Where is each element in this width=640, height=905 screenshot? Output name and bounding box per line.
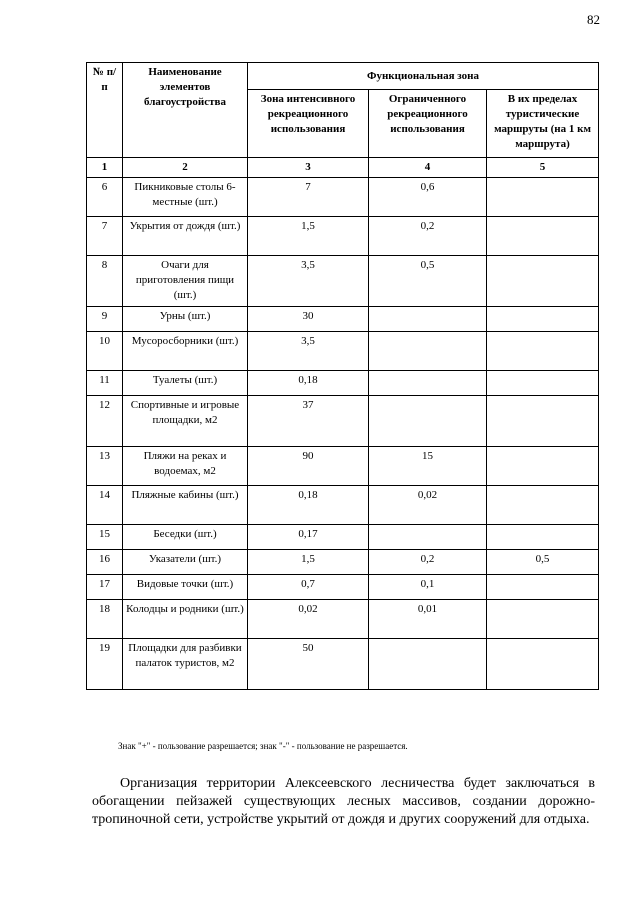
cell-zone-limited (369, 370, 487, 395)
cell-zone-intensive: 50 (248, 638, 369, 689)
cell-zone-limited (369, 306, 487, 331)
cell-tourist-routes (487, 524, 599, 549)
table-row (87, 216, 599, 255)
body-paragraph (92, 775, 595, 830)
cell-zone-limited: 0,02 (369, 485, 487, 524)
cell-tourist-routes: 0,5 (487, 549, 599, 574)
cell-tourist-routes (487, 255, 599, 306)
table-row (87, 395, 599, 446)
table-row (87, 331, 599, 370)
cell-zone-intensive: 0,7 (248, 574, 369, 599)
table-row (87, 638, 599, 689)
cell-element-name: Указатели (шт.) (123, 549, 248, 574)
cell-zone-limited: 0,2 (369, 549, 487, 574)
table-row (87, 599, 599, 638)
cell-number: 9 (87, 306, 123, 331)
table-row (87, 549, 599, 574)
cell-number: 19 (87, 638, 123, 689)
cell-number: 12 (87, 395, 123, 446)
table-row (87, 255, 599, 306)
cell-element-name: Пикниковые столы 6-местные (шт.) (123, 177, 248, 216)
cell-tourist-routes (487, 574, 599, 599)
column-number: 5 (487, 158, 599, 178)
table-row (87, 446, 599, 485)
cell-number: 16 (87, 549, 123, 574)
column-number: 1 (87, 158, 123, 178)
table-row (87, 574, 599, 599)
cell-element-name: Пляжи на реках и водоемах, м2 (123, 446, 248, 485)
cell-element-name: Туалеты (шт.) (123, 370, 248, 395)
header-tourist-routes: В их пределах туристические маршруты (на 1 км маршрута) (487, 90, 599, 158)
cell-zone-intensive: 0,17 (248, 524, 369, 549)
cell-zone-intensive: 0,02 (248, 599, 369, 638)
cell-zone-intensive: 30 (248, 306, 369, 331)
table-row (87, 485, 599, 524)
cell-zone-intensive: 3,5 (248, 331, 369, 370)
cell-zone-intensive: 0,18 (248, 370, 369, 395)
cell-element-name: Видовые точки (шт.) (123, 574, 248, 599)
cell-zone-intensive: 7 (248, 177, 369, 216)
cell-element-name: Площадки для разбивки палаток туристов, м2 (123, 638, 248, 689)
cell-zone-limited: 0,2 (369, 216, 487, 255)
cell-tourist-routes (487, 485, 599, 524)
cell-element-name: Беседки (шт.) (123, 524, 248, 549)
cell-zone-limited: 15 (369, 446, 487, 485)
table-row (87, 177, 599, 216)
cell-element-name: Мусоросборники (шт.) (123, 331, 248, 370)
header-functional-zone: Функциональная зона (248, 63, 599, 90)
cell-element-name: Спортивные и игровые площадки, м2 (123, 395, 248, 446)
cell-zone-intensive: 0,18 (248, 485, 369, 524)
page-number: 82 (587, 12, 600, 27)
cell-tourist-routes (487, 306, 599, 331)
cell-zone-intensive: 90 (248, 446, 369, 485)
cell-zone-limited (369, 395, 487, 446)
cell-tourist-routes (487, 370, 599, 395)
cell-element-name: Колодцы и родники (шт.) (123, 599, 248, 638)
cell-zone-limited: 0,01 (369, 599, 487, 638)
cell-zone-limited: 0,6 (369, 177, 487, 216)
cell-number: 10 (87, 331, 123, 370)
cell-zone-intensive: 1,5 (248, 216, 369, 255)
cell-zone-limited: 0,1 (369, 574, 487, 599)
cell-zone-intensive: 37 (248, 395, 369, 446)
cell-element-name: Урны (шт.) (123, 306, 248, 331)
body-paragraph-text: Организация территории Алексеевского лесничества будет заключаться в обогащении пейзажей существующих лесных массивов, создании дорожно-тропиночной сети, устройстве укрытий от дождя и других сооружений для отдыха. (92, 776, 595, 828)
table-footnote: Знак "+" - пользование разрешается; знак "-" - пользование не разрешается. (118, 741, 408, 751)
cell-number: 15 (87, 524, 123, 549)
cell-zone-limited: 0,5 (369, 255, 487, 306)
column-number: 2 (123, 158, 248, 178)
table-row (87, 370, 599, 395)
cell-number: 18 (87, 599, 123, 638)
cell-number: 17 (87, 574, 123, 599)
cell-number: 6 (87, 177, 123, 216)
column-number-row (87, 158, 599, 178)
cell-zone-intensive: 3,5 (248, 255, 369, 306)
cell-zone-limited (369, 638, 487, 689)
table-row (87, 306, 599, 331)
column-number: 4 (369, 158, 487, 178)
cell-element-name: Укрытия от дождя (шт.) (123, 216, 248, 255)
cell-number: 13 (87, 446, 123, 485)
cell-tourist-routes (487, 331, 599, 370)
cell-zone-limited (369, 524, 487, 549)
cell-tourist-routes (487, 395, 599, 446)
column-number: 3 (248, 158, 369, 178)
cell-tourist-routes (487, 638, 599, 689)
cell-number: 14 (87, 485, 123, 524)
cell-tourist-routes (487, 599, 599, 638)
cell-tourist-routes (487, 216, 599, 255)
cell-element-name: Очаги для приготовления пищи (шт.) (123, 255, 248, 306)
header-number: № п/п (87, 63, 123, 158)
cell-zone-limited (369, 331, 487, 370)
table-row (87, 524, 599, 549)
improvement-elements-table (86, 62, 599, 690)
header-element-name: Наименование элементов благоустройства (123, 63, 248, 158)
cell-tourist-routes (487, 446, 599, 485)
cell-tourist-routes (487, 177, 599, 216)
cell-number: 7 (87, 216, 123, 255)
cell-zone-intensive: 1,5 (248, 549, 369, 574)
cell-element-name: Пляжные кабины (шт.) (123, 485, 248, 524)
header-zone-limited: Ограниченного рекреационного использования (369, 90, 487, 158)
cell-number: 11 (87, 370, 123, 395)
cell-number: 8 (87, 255, 123, 306)
header-zone-intensive: Зона интенсивного рекреационного использования (248, 90, 369, 158)
